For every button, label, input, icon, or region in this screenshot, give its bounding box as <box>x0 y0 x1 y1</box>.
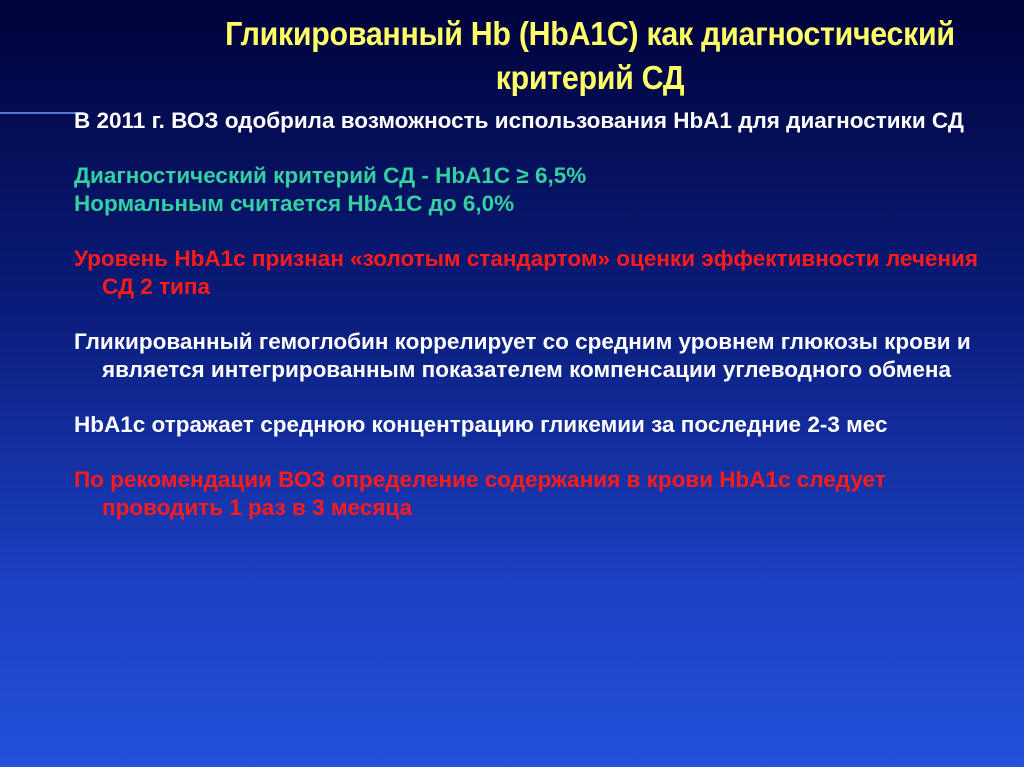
paragraph-who-2011: В 2011 г. ВОЗ одобрила возможность использования HbA1 для диагностики СД <box>74 108 964 133</box>
paragraph-average-glycemia: HbA1c отражает среднюю концентрацию гликемии за последние 2-3 мес <box>74 412 888 437</box>
title-divider <box>0 112 84 114</box>
paragraph-normal-level: Нормальным считается HbA1C до 6,0% <box>74 191 515 216</box>
slide-body <box>74 107 1004 522</box>
paragraph-correlation: Гликированный гемоглобин коррелирует со средним уровнем глюкозы крови и является интегрированным показателем компенсации углеводного обмена <box>74 329 971 382</box>
paragraph-diagnostic-criterion: Диагностический критерий СД - HbA1C ≥ 6,5% <box>74 163 587 188</box>
paragraph-who-recommendation: По рекомендации ВОЗ определение содержания в крови HbA1c следует проводить 1 раз в 3 месяца <box>74 467 886 520</box>
slide-title: Гликированный Hb (HbA1C) как диагностический критерий СД <box>225 15 955 96</box>
paragraph-gold-standard: Уровень HbA1с признан «золотым стандартом» оценки эффективности лечения СД 2 типа <box>74 246 978 299</box>
